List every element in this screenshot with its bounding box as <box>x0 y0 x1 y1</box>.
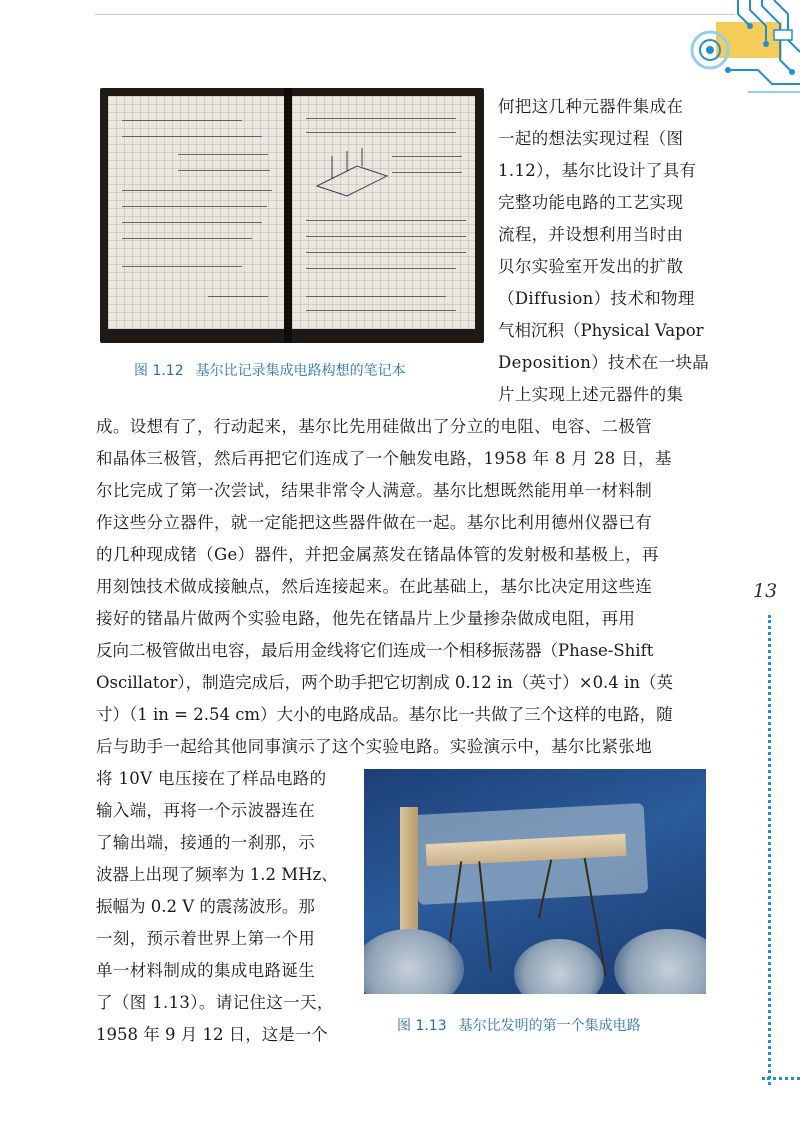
text-line: （Diffusion）技术和物理 <box>498 289 695 308</box>
top-border-rule <box>95 14 735 15</box>
text-line: 振幅为 0.2 V 的震荡波形。那 <box>96 897 315 916</box>
text-line: 成。设想有了，行动起来，基尔比先用硅做出了分立的电阻、电容、二极管 <box>96 417 653 436</box>
figure-1-12-caption <box>134 360 406 380</box>
text-line: Deposition）技术在一块晶 <box>498 353 710 372</box>
text-line: 作这些分立器件，就一定能把这些器件做在一起。基尔比利用德州仪器已有 <box>96 513 653 532</box>
text-line: 完整功能电路的工艺实现 <box>498 193 684 212</box>
text-line: Oscillator），制造完成后，两个助手把它切割成 0.12 in（英寸）×0.4 in（英 <box>96 673 673 692</box>
figure-number: 图 1.13 <box>397 1018 447 1034</box>
first-integrated-circuit-photo <box>364 769 706 994</box>
text-line: 一刻，预示着世界上第一个用 <box>96 929 316 948</box>
text-line: 1.12），基尔比设计了具有 <box>498 161 697 180</box>
text-line: 将 10V 电压接在了样品电路的 <box>96 769 327 788</box>
text-line: 接好的锗晶片做两个实验电路，他先在锗晶片上少量掺杂做成电阻，再用 <box>96 609 636 628</box>
dotted-margin-line <box>762 1077 800 1080</box>
text-line: 用刻蚀技术做成接触点，然后连接起来。在此基础上，基尔比决定用这些连 <box>96 577 653 596</box>
text-line: 的几种现成锗（Ge）器件，并把金属蒸发在锗晶体管的发射极和基极上，再 <box>96 545 659 564</box>
page-number: 13 <box>753 580 778 602</box>
text-line: 片上实现上述元器件的集 <box>498 385 684 404</box>
figure-title: 基尔比记录集成电路构想的笔记本 <box>195 363 406 379</box>
notebook-left-page <box>108 96 284 329</box>
text-line: 贝尔实验室开发出的扩散 <box>498 257 684 276</box>
text-line: 了（图 1.13）。请记住这一天， <box>96 993 334 1012</box>
notebook-spine <box>284 88 292 343</box>
text-line: 波器上出现了频率为 1.2 MHz、 <box>96 865 338 884</box>
text-line: 一起的想法实现过程（图 <box>498 129 684 148</box>
wax-mount <box>400 807 418 942</box>
text-line: 和晶体三极管，然后再把它们连成了一个触发电路，1958 年 8 月 28 日，基 <box>96 449 672 468</box>
text-line: 了输出端，接通的一刹那，示 <box>96 833 316 852</box>
text-line: 单一材料制成的集成电路诞生 <box>96 961 316 980</box>
circuit-corner-decoration-icon <box>688 0 800 110</box>
notebook-right-page <box>292 96 475 329</box>
text-line: 尔比完成了第一次尝试，结果非常令人满意。基尔比想既然能用单一材料制 <box>96 481 653 500</box>
text-line: 输入端，再将一个示波器连在 <box>96 801 316 820</box>
text-line: 反向二极管做出电容，最后用金线将它们连成一个相移振荡器（Phase-Shift <box>96 641 654 660</box>
figure-1-13-caption <box>397 1015 641 1035</box>
figure-title: 基尔比发明的第一个集成电路 <box>458 1018 641 1034</box>
text-line: 1958 年 9 月 12 日，这是一个 <box>96 1025 328 1044</box>
kilby-notebook-photo <box>100 88 484 343</box>
text-line: 流程，并设想利用当时由 <box>498 225 684 244</box>
text-line: 何把这几种元器件集成在 <box>498 97 684 116</box>
dotted-margin-line <box>768 615 771 1085</box>
text-line: 后与助手一起给其他同事演示了这个实验电路。实验演示中，基尔比紧张地 <box>96 737 653 756</box>
text-line: 气相沉积（Physical Vapor <box>498 321 704 340</box>
text-line: 寸）（1 in = 2.54 cm）大小的电路成品。基尔比一共做了三个这样的电路，随 <box>96 705 673 724</box>
figure-number: 图 1.12 <box>134 363 184 379</box>
